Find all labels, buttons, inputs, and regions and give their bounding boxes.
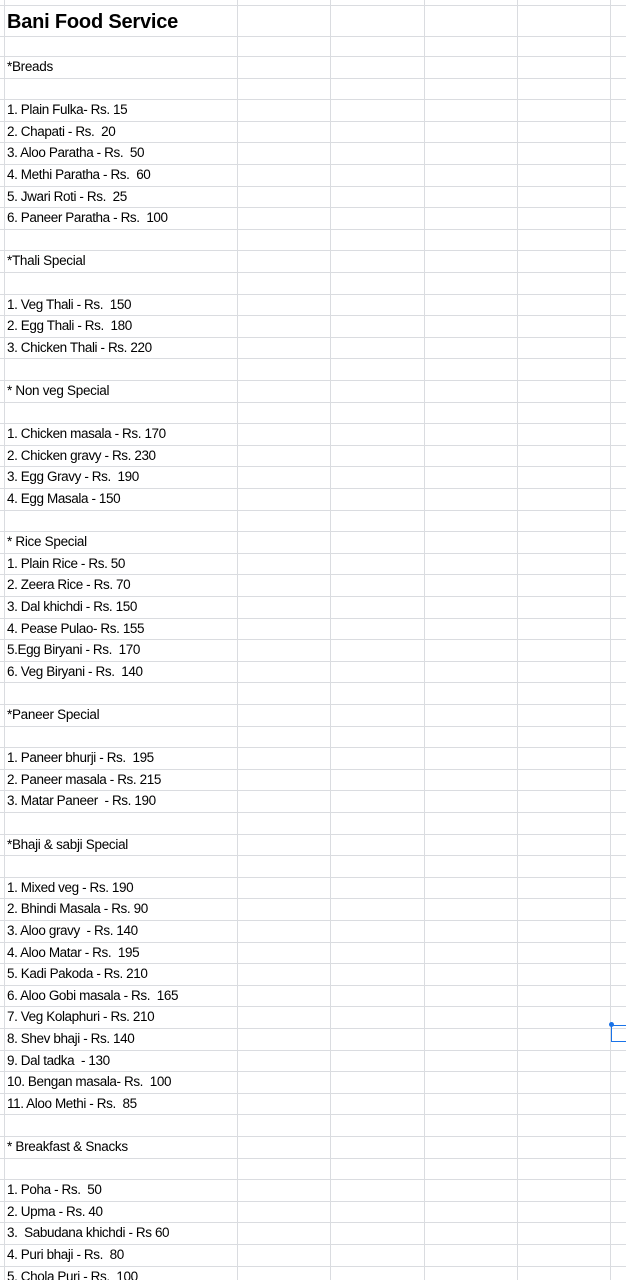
row-gridline <box>0 920 626 921</box>
row-gridline <box>0 36 626 37</box>
section-heading-cell[interactable]: *Breads <box>7 59 53 74</box>
section-heading-cell[interactable]: * Rice Special <box>7 534 87 549</box>
sheet-title-cell[interactable]: Bani Food Service <box>7 11 179 33</box>
selected-cell-border[interactable] <box>611 1025 626 1042</box>
row-gridline <box>0 855 626 856</box>
menu-item-cell[interactable]: 5.Egg Biryani - Rs. 170 <box>7 642 140 657</box>
row-gridline <box>0 790 626 791</box>
menu-item-cell[interactable]: 1. Chicken masala - Rs. 170 <box>7 426 166 441</box>
row-gridline <box>0 445 626 446</box>
row-gridline <box>0 466 626 467</box>
menu-item-cell[interactable]: 1. Plain Rice - Rs. 50 <box>7 556 125 571</box>
section-heading-cell[interactable]: *Thali Special <box>7 253 86 268</box>
row-gridline <box>0 963 626 964</box>
selection-fill-handle[interactable] <box>609 1022 614 1027</box>
row-gridline <box>0 1050 626 1051</box>
row-gridline <box>0 531 626 532</box>
row-gridline <box>0 250 626 251</box>
row-gridline <box>0 596 626 597</box>
row-gridline <box>0 1114 626 1115</box>
row-gridline <box>0 380 626 381</box>
menu-item-cell[interactable]: 3. Chicken Thali - Rs. 220 <box>7 340 152 355</box>
row-gridline <box>0 769 626 770</box>
column-gridline <box>517 0 518 1280</box>
column-gridline <box>610 0 611 1280</box>
row-gridline <box>0 294 626 295</box>
row-gridline <box>0 812 626 813</box>
row-gridline <box>0 1158 626 1159</box>
row-gridline <box>0 1006 626 1007</box>
menu-item-cell[interactable]: 9. Dal tadka - 130 <box>7 1053 110 1068</box>
row-gridline <box>0 747 626 748</box>
row-gridline <box>0 315 626 316</box>
menu-item-cell[interactable]: 1. Poha - Rs. 50 <box>7 1182 102 1197</box>
row-gridline <box>0 164 626 165</box>
row-gridline <box>0 186 626 187</box>
row-gridline <box>0 78 626 79</box>
row-gridline <box>0 272 626 273</box>
row-gridline <box>0 682 626 683</box>
column-gridline <box>4 0 5 1280</box>
row-gridline <box>0 423 626 424</box>
menu-item-cell[interactable]: 4. Methi Paratha - Rs. 60 <box>7 167 151 182</box>
row-gridline <box>0 985 626 986</box>
menu-item-cell[interactable]: 2. Zeera Rice - Rs. 70 <box>7 577 131 592</box>
row-gridline <box>0 553 626 554</box>
row-gridline <box>0 942 626 943</box>
row-gridline <box>0 488 626 489</box>
row-gridline <box>0 229 626 230</box>
row-gridline <box>0 5 626 6</box>
menu-item-cell[interactable]: 3. Matar Paneer - Rs. 190 <box>7 793 156 808</box>
menu-item-cell[interactable]: 2. Upma - Rs. 40 <box>7 1204 103 1219</box>
menu-item-cell[interactable]: 1. Paneer bhurji - Rs. 195 <box>7 750 154 765</box>
section-heading-cell[interactable]: * Non veg Special <box>7 383 110 398</box>
menu-item-cell[interactable]: 4. Puri bhaji - Rs. 80 <box>7 1247 124 1262</box>
row-gridline <box>0 898 626 899</box>
row-gridline <box>0 358 626 359</box>
menu-item-cell[interactable]: 5. Chola Puri - Rs. 100 <box>7 1269 138 1280</box>
row-gridline <box>0 574 626 575</box>
menu-item-cell[interactable]: 5. Kadi Pakoda - Rs. 210 <box>7 966 148 981</box>
menu-item-cell[interactable]: 7. Veg Kolaphuri - Rs. 210 <box>7 1009 155 1024</box>
row-gridline <box>0 99 626 100</box>
menu-item-cell[interactable]: 1. Mixed veg - Rs. 190 <box>7 880 134 895</box>
row-gridline <box>0 1266 626 1267</box>
column-gridline <box>330 0 331 1280</box>
menu-item-cell[interactable]: 4. Pease Pulao- Rs. 155 <box>7 621 145 636</box>
row-gridline <box>0 56 626 57</box>
menu-item-cell[interactable]: 3. Aloo gravy - Rs. 140 <box>7 923 138 938</box>
menu-item-cell[interactable]: 6. Veg Biryani - Rs. 140 <box>7 664 143 679</box>
menu-item-cell[interactable]: 1. Plain Fulka- Rs. 15 <box>7 102 128 117</box>
row-gridline <box>0 142 626 143</box>
menu-item-cell[interactable]: 6. Paneer Paratha - Rs. 100 <box>7 210 168 225</box>
menu-item-cell[interactable]: 5. Jwari Roti - Rs. 25 <box>7 189 127 204</box>
row-gridline <box>0 639 626 640</box>
row-gridline <box>0 510 626 511</box>
menu-item-cell[interactable]: 1. Veg Thali - Rs. 150 <box>7 297 132 312</box>
menu-item-cell[interactable]: 3. Sabudana khichdi - Rs 60 <box>7 1225 170 1240</box>
row-gridline <box>0 207 626 208</box>
menu-item-cell[interactable]: 4. Egg Masala - 150 <box>7 491 121 506</box>
section-heading-cell[interactable]: * Breakfast & Snacks <box>7 1139 128 1154</box>
menu-item-cell[interactable]: 8. Shev bhaji - Rs. 140 <box>7 1031 135 1046</box>
column-gridline <box>237 0 238 1280</box>
row-gridline <box>0 337 626 338</box>
menu-item-cell[interactable]: 2. Chapati - Rs. 20 <box>7 124 116 139</box>
row-gridline <box>0 834 626 835</box>
section-heading-cell[interactable]: *Paneer Special <box>7 707 100 722</box>
row-gridline <box>0 1244 626 1245</box>
row-gridline <box>0 618 626 619</box>
row-gridline <box>0 1028 626 1029</box>
menu-item-cell[interactable]: 6. Aloo Gobi masala - Rs. 165 <box>7 988 179 1003</box>
row-gridline <box>0 1136 626 1137</box>
menu-item-cell[interactable]: 2. Paneer masala - Rs. 215 <box>7 772 161 787</box>
row-gridline <box>0 402 626 403</box>
section-heading-cell[interactable]: *Bhaji & sabji Special <box>7 837 128 852</box>
menu-item-cell[interactable]: 3. Aloo Paratha - Rs. 50 <box>7 145 145 160</box>
menu-item-cell[interactable]: 2. Egg Thali - Rs. 180 <box>7 318 132 333</box>
row-gridline <box>0 1179 626 1180</box>
menu-item-cell[interactable]: 4. Aloo Matar - Rs. 195 <box>7 945 140 960</box>
row-gridline <box>0 704 626 705</box>
menu-item-cell[interactable]: 3. Dal khichdi - Rs. 150 <box>7 599 137 614</box>
menu-item-cell[interactable]: 2. Bhindi Masala - Rs. 90 <box>7 901 148 916</box>
row-gridline <box>0 877 626 878</box>
menu-item-cell[interactable]: 11. Aloo Methi - Rs. 85 <box>7 1096 137 1111</box>
row-gridline <box>0 121 626 122</box>
menu-item-cell[interactable]: 3. Egg Gravy - Rs. 190 <box>7 469 139 484</box>
row-gridline <box>0 1222 626 1223</box>
menu-item-cell[interactable]: 2. Chicken gravy - Rs. 230 <box>7 448 156 463</box>
column-gridline <box>424 0 425 1280</box>
row-gridline <box>0 1071 626 1072</box>
row-gridline <box>0 661 626 662</box>
row-gridline <box>0 726 626 727</box>
menu-item-cell[interactable]: 10. Bengan masala- Rs. 100 <box>7 1074 172 1089</box>
row-gridline <box>0 1201 626 1202</box>
row-gridline <box>0 1093 626 1094</box>
